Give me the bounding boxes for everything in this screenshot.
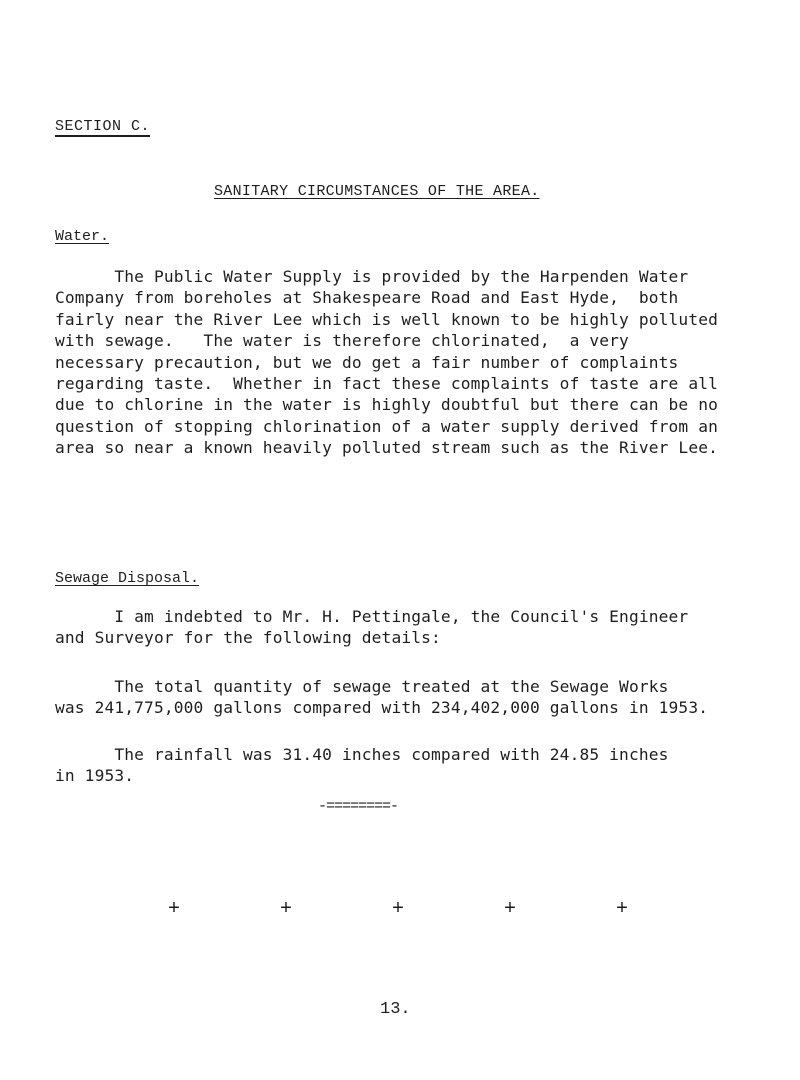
sewage-quantity-paragraph: The total quantity of sewage treated at the Sewage Works was 241,775,000 gallons compared with 234,402,000 gallons in 1953.	[55, 677, 709, 718]
page-number: 13.	[380, 1000, 411, 1019]
section-divider: -========-	[318, 798, 399, 815]
water-paragraph: The Public Water Supply is provided by the Harpenden Water Company from boreholes at Shakespeare Road and East Hyde, both fairly near the River Lee which is well known to be highly polluted with sewage. The water is therefore chlorinated, a very necessary precaution, but we do get a fair number of complaints regarding taste. Whether in fact these complaints of taste are all due to chlorine in the water is highly doubtful but there can be no question of stopping chlorination of a water supply derived from an area so near a known heavily polluted stream such as the River Lee.	[55, 267, 719, 458]
plus-mark: +	[503, 898, 516, 921]
plus-separator-row	[168, 898, 628, 921]
section-heading: SECTION C.	[55, 118, 151, 135]
rainfall-paragraph: The rainfall was 31.40 inches compared with 24.85 inches in 1953.	[55, 745, 669, 786]
indebted-paragraph: I am indebted to Mr. H. Pettingale, the Council's Engineer and Surveyor for the following details:	[55, 607, 689, 648]
plus-mark: +	[168, 898, 181, 921]
water-heading: Water.	[55, 228, 110, 245]
plus-mark: +	[615, 898, 628, 921]
page-title: SANITARY CIRCUMSTANCES OF THE AREA.	[214, 183, 540, 200]
sewage-disposal-heading: Sewage Disposal.	[55, 570, 200, 587]
plus-mark: +	[391, 898, 404, 921]
plus-mark: +	[279, 898, 292, 921]
